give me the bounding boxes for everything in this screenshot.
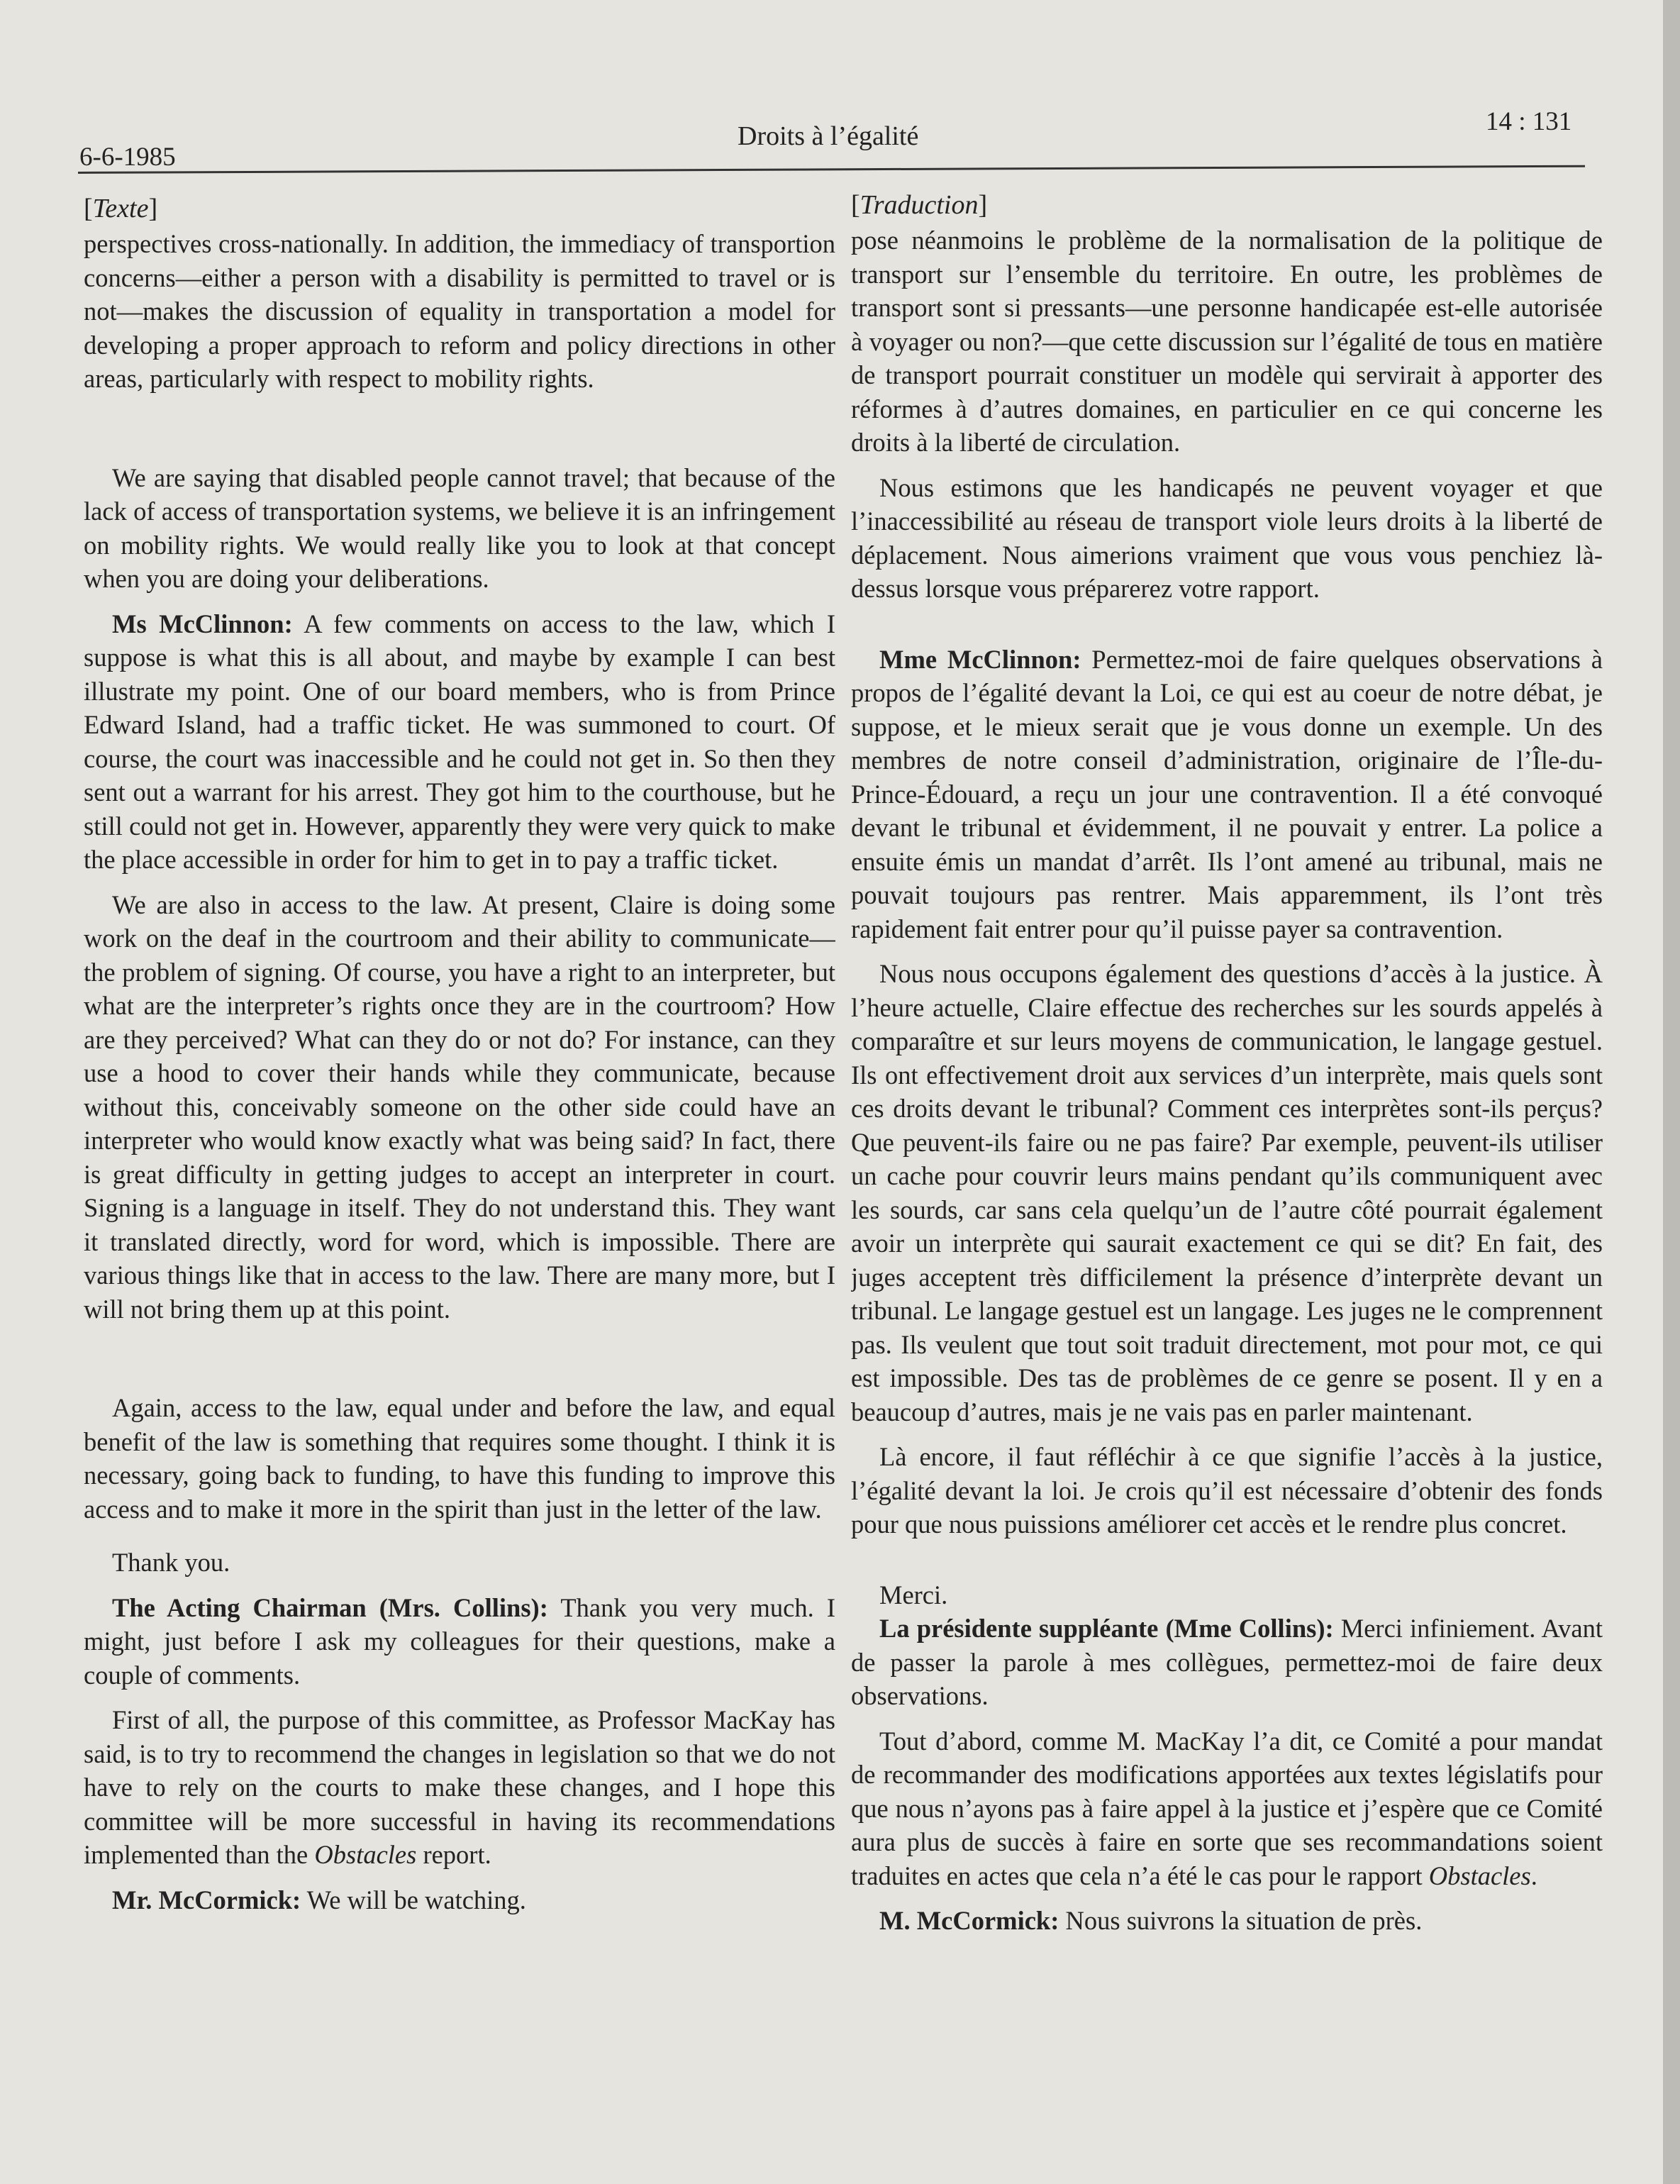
speaker-name: M. McCormick: xyxy=(879,1906,1059,1935)
paragraph: Mme McClinnon: Permettez-moi de faire quelques observations à propos de l’égalité devant la Loi, ce qui est au coeur de notre débat, je suppose, et le mieux serait que je vous donne un exemple. Un des membres de notre conseil d’administration, originaire de l’Île-du-Prince-Édouard, a reçu un jour une contravention. Il a été convoqué devant le tribunal et évidemment, il ne pouvait y entrer. La police a ensuite émis un mandat d’arrêt. Ils l’ont amené au tribunal, mais ne pouvait toujours pas rentrer. Mais apparemment, ils l’ont très rapidement fait entrer pour qu’il puisse payer sa contravention. xyxy=(851,644,1603,943)
paragraph: Thank you. xyxy=(112,1548,230,1577)
page-number: 14 : 131 xyxy=(1486,107,1572,136)
paragraph: The Acting Chairman (Mrs. Collins): Thank you very much. I might, just before I ask my colleagues for their questions, make a couple of comments. xyxy=(84,1592,835,1690)
paragraph: Nous nous occupons également des questions d’accès à la justice. À l’heure actuelle, Claire effectue des recherches sur les sourds appelés à comparaître et sur leurs moyens de communication, le langage gestuel. Ils ont effectivement droit aux services d’un interprète, mais quels sont ces droits devant le tribunal? Comment ces interprètes sont-ils perçus? Que peuvent-ils faire ou ne pas faire? Par exemple, peuvent-ils utiliser un cache pour couvrir leurs mains pendant qu’ils communiquent avec les sourds, car sans cela quelqu’un de l’autre côté pourrait également avoir un interprète qui saurait exactement ce qui se dit? En fait, des juges acceptent très difficilement la présence d’interprète devant un tribunal. Le langage gestuel est un langage. Les juges ne le comprennent pas. Ils veulent que tout soit traduit directement, mot pour mot, ce qui est impossible. Des tas de problèmes de ce genre se posent. Il y en a beaucoup d’autres, mais je ne vais pas en parler maintenant. xyxy=(851,959,1603,1426)
paragraph: Nous estimons que les handicapés ne peuvent voyager et que l’inaccessibilité au réseau de transport viole leurs droits à la liberté de déplacement. Nous aimerions vraiment que vous vous penchiez là-dessus lorsque vous préparerez votre rapport. xyxy=(851,472,1603,603)
paragraph: Again, access to the law, equal under and before the law, and equal benefit of the law is something that requires some thought. I think it is necessary, going back to funding, to have this funding to improve this access and to make it more in the spirit than just in the letter of the law. xyxy=(84,1393,835,1524)
speaker-name: The Acting Chairman (Mrs. Collins): xyxy=(112,1592,548,1622)
paragraph: Merci. xyxy=(879,1580,948,1609)
paragraph: Tout d’abord, comme M. MacKay l’a dit, ce Comité a pour mandat de recommander des modifications apportées aux textes législatifs pour que nous n’ayons pas à faire appel à la justice et j’espère que ce Comité aura plus de succès à faire en sorte que ses recommandations soient traduites en actes que cela n’a été le cas pour le rapport Obstacles. xyxy=(851,1726,1603,1890)
english-column xyxy=(84,192,835,2071)
column-label-traduction: [Traduction] xyxy=(851,190,988,220)
header-title: Droits à l’égalité xyxy=(738,121,919,151)
running-head xyxy=(0,106,1680,177)
speaker-name: Mme McClinnon: xyxy=(879,644,1081,674)
paragraph: M. McCormick: Nous suivrons la situation de près. xyxy=(879,1906,1423,1935)
paragraph: Ms McClinnon: A few comments on access to the law, which I suppose is what this is all about, and maybe by example I can best illustrate my point. One of our board members, who is from Prince Edward Island, had a traffic ticket. He was summoned to court. Of course, the court was inaccessible and he could not get in. So then they sent out a warrant for his arrest. They got him to the courthouse, but he still could not get in. However, apparently they were very quick to make the place accessible in order for him to get in to pay a traffic ticket. xyxy=(84,609,835,874)
paragraph: Là encore, il faut réfléchir à ce que signifie l’accès à la justice, l’égalité devant la loi. Je crois qu’il est nécessaire d’obtenir des fonds pour que nous puissions améliorer cet accès et le rendre plus concret. xyxy=(851,1442,1603,1539)
paragraph: We are saying that disabled people cannot travel; that because of the lack of access of transportation systems, we believe it is an infringement on mobility rights. We would really like you to look at that concept when you are doing your deliberations. xyxy=(84,462,835,593)
column-label-texte: [Texte] xyxy=(84,194,158,223)
paragraph: perspectives cross-nationally. In addition, the immediacy of transportion concerns—either a person with a disability is permitted to travel or is not—makes the discussion of equality in transportation a model for developing a proper approach to reform and policy directions in other areas, particularly with respect to mobility rights. xyxy=(84,229,835,393)
speaker-name: Mr. McCormick: xyxy=(112,1885,301,1914)
page-edge xyxy=(1663,0,1680,2184)
paragraph: Mr. McCormick: We will be watching. xyxy=(112,1885,526,1914)
paragraph: We are also in access to the law. At present, Claire is doing some work on the deaf in the courtroom and their ability to communicate—the problem of signing. Of course, you have a right to an interpreter, but what are the interpreter’s rights once they are in the courtroom? How are they perceived? What can they do or not do? For instance, can they use a hood to cover their hands while they communicate, because without this, conceivably someone on the other side could have an interpreter who would know exactly what was being said? In fact, there is great difficulty in getting judges to accept an interpreter in court. Signing is a language in itself. They do not understand this. They want it translated directly, word for word, which is impossible. There are various things like that in access to the law. There are many more, but I will not bring them up at this point. xyxy=(84,889,835,1324)
french-column xyxy=(851,188,1603,2068)
report-title: Obstacles xyxy=(314,1840,417,1869)
paragraph: pose néanmoins le problème de la normalisation de la politique de transport sur l’ensemble du territoire. En outre, les problèmes de transport sont si pressants—une personne handicapée est-elle autorisée à voyager ou non?—que cette discussion sur l’égalité de tous en matière de transport pourrait constituer un modèle qui servirait à apporter des réformes à d’autres domaines, en particulier en ce qui concerne les droits à la liberté de circulation. xyxy=(851,226,1603,457)
speaker-name: La présidente suppléante (Mme Collins): xyxy=(879,1614,1334,1643)
header-rule xyxy=(78,165,1585,174)
paragraph: La présidente suppléante (Mme Collins): Merci infiniement. Avant de passer la parole à mes collègues, permettez-moi de faire deux observations. xyxy=(851,1614,1603,1710)
paragraph: First of all, the purpose of this committee, as Professor MacKay has said, is to try to recommend the changes in legislation so that we do not have to rely on the courts to make these changes, and I hope this committee will be more successful in having its recommendations implemented than the Obstacles report. xyxy=(84,1705,835,1869)
speaker-name: Ms McClinnon: xyxy=(112,609,293,638)
header-date: 6-6-1985 xyxy=(79,143,176,172)
report-title: Obstacles xyxy=(1428,1861,1531,1890)
